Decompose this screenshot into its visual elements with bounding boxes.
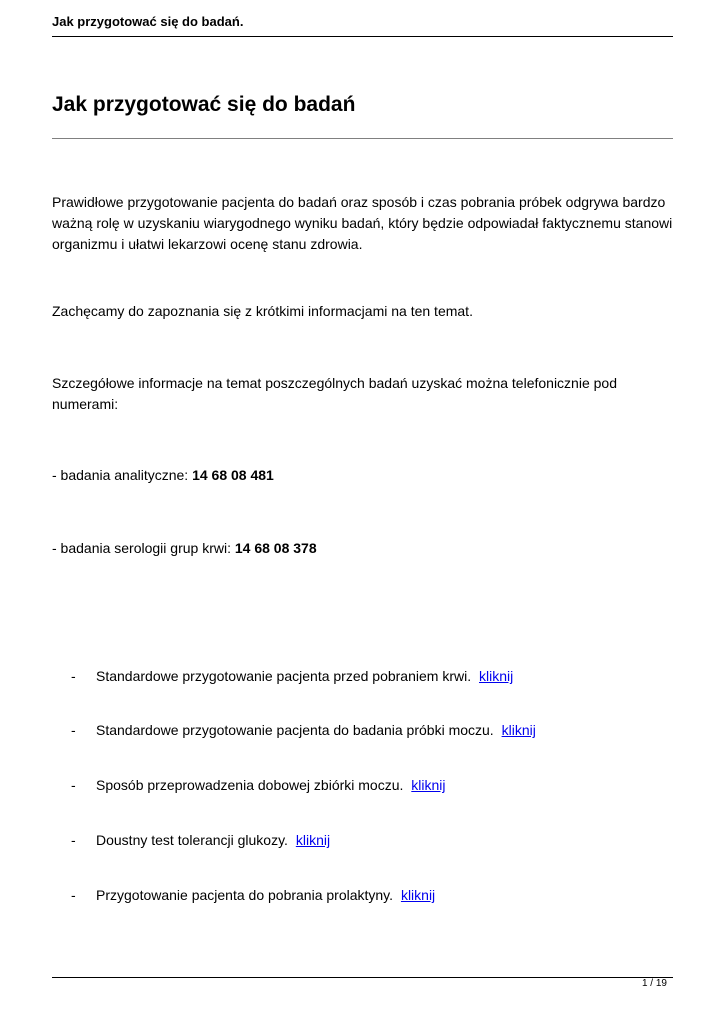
- page-number: 1 / 19: [641, 978, 667, 989]
- intro-paragraph: Prawidłowe przygotowanie pacjenta do badań oraz sposób i czas pobrania próbek odgrywa bardzo ważną rolę w uzyskaniu wiarygodnego wyniku badań, który będzie odpowiadał faktycznemu stanowi organizmu i ułatwi lekarzowi ocenę stanu zdrowia.: [52, 194, 673, 252]
- kliknij-link[interactable]: kliknij: [501, 722, 536, 738]
- phone-intro-paragraph: Szczegółowe informacje na temat poszczególnych badań uzyskać można telefonicznie pod numerami:: [52, 375, 617, 412]
- header-divider: [52, 36, 673, 37]
- phone-line-analytical: [52, 465, 673, 486]
- list-item-24h-urine: [71, 775, 671, 796]
- list-item-prolactin: [71, 885, 671, 906]
- bullet-dash: -: [71, 832, 76, 848]
- footer-divider: [52, 977, 673, 978]
- kliknij-link[interactable]: kliknij: [295, 832, 331, 848]
- page-title: Jak przygotować się do badań: [52, 93, 356, 116]
- list-item-blood-prep: [71, 666, 671, 687]
- bullet-dash: -: [71, 887, 76, 903]
- bullet-dash: -: [71, 722, 76, 738]
- list-item-text: Przygotowanie pacjenta do pobrania prolaktyny.: [96, 887, 394, 903]
- phone-label: - badania serologii grup krwi:: [52, 540, 235, 556]
- phone-number: 14 68 08 481: [192, 467, 274, 483]
- kliknij-link[interactable]: kliknij: [479, 668, 514, 684]
- bullet-dash: -: [71, 668, 76, 684]
- bullet-dash: -: [71, 777, 76, 793]
- phone-label: - badania analityczne:: [52, 467, 193, 483]
- kliknij-link[interactable]: kliknij: [411, 777, 446, 793]
- list-item-text: Standardowe przygotowanie pacjenta przed pobraniem krwi.: [96, 668, 472, 684]
- running-header: Jak przygotować się do badań.: [52, 14, 244, 29]
- kliknij-link[interactable]: kliknij: [400, 887, 436, 903]
- list-item-text: Standardowe przygotowanie pacjenta do badania próbki moczu.: [96, 722, 494, 738]
- title-divider: [52, 138, 673, 139]
- list-item-text: Doustny test tolerancji glukozy.: [96, 832, 288, 848]
- phone-number: 14 68 08 378: [234, 540, 317, 556]
- list-item-glucose-test: [71, 830, 671, 851]
- invite-paragraph: Zachęcamy do zapoznania się z krótkimi informacjami na ten temat.: [52, 303, 473, 319]
- list-item-urine-prep: [71, 720, 671, 741]
- phone-line-serology: [52, 538, 673, 559]
- list-item-text: Sposób przeprowadzenia dobowej zbiórki moczu.: [96, 777, 404, 793]
